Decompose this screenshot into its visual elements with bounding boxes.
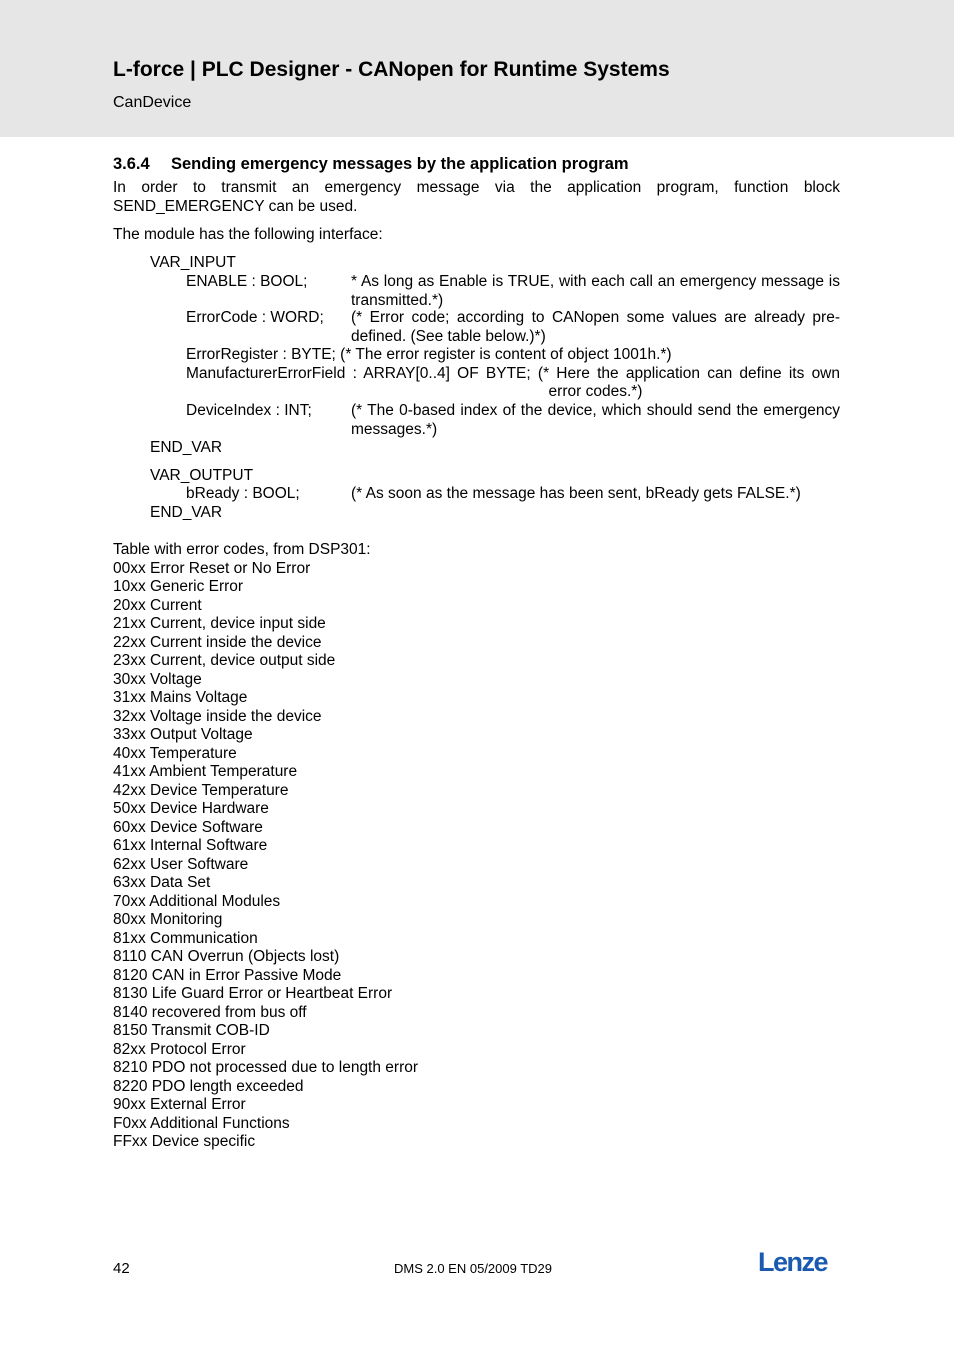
error-code-row: 60xx Device Software bbox=[113, 818, 263, 836]
error-code-row: 42xx Device Temperature bbox=[113, 781, 289, 799]
error-code-row: 10xx Generic Error bbox=[113, 578, 244, 595]
manufacturer-errorfield-line: ManufacturerErrorField : ARRAY[0..4] OF BYTE; (* Here the application can define its own bbox=[186, 365, 840, 382]
error-code-row: F0xx Additional Functions bbox=[113, 1114, 290, 1132]
error-code-row: 21xx Current, device input side bbox=[113, 615, 326, 632]
enable-declaration: ENABLE : BOOL; bbox=[186, 273, 308, 290]
error-code-row: 22xx Current inside the device bbox=[113, 633, 322, 651]
document-title: L-force | PLC Designer - CANopen for Runtime Systems bbox=[113, 58, 670, 81]
errorcode-declaration: ErrorCode : WORD; bbox=[186, 309, 324, 326]
interface-intro: The module has the following interface: bbox=[113, 226, 383, 243]
error-code-row: 8220 PDO length exceeded bbox=[113, 1077, 304, 1095]
document-subtitle: CanDevice bbox=[113, 94, 192, 111]
error-code-row: 8150 Transmit COB-ID bbox=[113, 1022, 270, 1039]
page-number: 42 bbox=[113, 1260, 130, 1277]
section-number: 3.6.4 bbox=[113, 155, 150, 173]
error-code-row: 8210 PDO not processed due to length error bbox=[113, 1059, 419, 1076]
error-code-row: 8140 recovered from bus off bbox=[113, 1003, 307, 1021]
error-code-row: 8120 CAN in Error Passive Mode bbox=[113, 966, 342, 984]
deviceindex-declaration: DeviceIndex : INT; bbox=[186, 402, 312, 419]
error-code-row: 23xx Current, device output side bbox=[113, 652, 336, 669]
error-code-row: 8130 Life Guard Error or Heartbeat Error bbox=[113, 985, 393, 1002]
error-table-heading: Table with error codes, from DSP301: bbox=[113, 541, 371, 558]
error-code-row: 62xx User Software bbox=[113, 855, 249, 873]
error-code-row: 90xx External Error bbox=[113, 1096, 246, 1113]
error-code-row: 20xx Current bbox=[113, 596, 202, 614]
error-code-row: FFxx Device specific bbox=[113, 1133, 256, 1150]
var-input-keyword: VAR_INPUT bbox=[150, 254, 236, 271]
error-code-row: 33xx Output Voltage bbox=[113, 726, 253, 743]
section-heading bbox=[113, 155, 629, 174]
error-code-row: 32xx Voltage inside the device bbox=[113, 707, 322, 725]
error-code-row: 8110 CAN Overrun (Objects lost) bbox=[113, 948, 340, 965]
end-var-keyword: END_VAR bbox=[150, 439, 223, 456]
document-code: DMS 2.0 EN 05/2009 TD29 bbox=[394, 1261, 553, 1276]
error-code-table bbox=[113, 541, 418, 1152]
error-code-row: 40xx Temperature bbox=[113, 744, 237, 762]
bready-declaration: bReady : BOOL; bbox=[186, 485, 300, 502]
intro-paragraph: In order to transmit an emergency message via the application program, function block SEND_EMERGENCY can be used. bbox=[113, 179, 840, 215]
error-code-row: 82xx Protocol Error bbox=[113, 1040, 246, 1058]
var-output-keyword: VAR_OUTPUT bbox=[150, 467, 254, 484]
section-title: Sending emergency messages by the application program bbox=[171, 155, 629, 173]
errorregister-line: ErrorRegister : BYTE; (* The error register is content of object 1001h.*) bbox=[186, 346, 672, 363]
error-code-row: 31xx Mains Voltage bbox=[113, 689, 248, 706]
manufacturer-errorfield-continuation: error codes.*) bbox=[548, 383, 643, 400]
enable-description: * As long as Enable is TRUE, with each call an emergency message is transmitted.*) bbox=[351, 273, 840, 309]
errorcode-description: (* Error code; according to CANopen some values are already pre-defined. (See table below.)*) bbox=[351, 309, 840, 345]
end-var-keyword-output: END_VAR bbox=[150, 504, 223, 521]
error-code-row: 80xx Monitoring bbox=[113, 911, 223, 928]
deviceindex-description: (* The 0-based index of the device, which should send the emergency messages.*) bbox=[351, 402, 840, 438]
bready-description: (* As soon as the message has been sent, bReady gets FALSE.*) bbox=[351, 485, 801, 502]
lenze-logo: Lenze bbox=[758, 1247, 828, 1277]
error-code-row: 00xx Error Reset or No Error bbox=[113, 559, 311, 577]
error-code-row: 70xx Additional Modules bbox=[113, 892, 281, 910]
error-code-row: 41xx Ambient Temperature bbox=[113, 763, 298, 780]
error-code-row: 50xx Device Hardware bbox=[113, 800, 269, 817]
error-code-row: 61xx Internal Software bbox=[113, 837, 268, 854]
error-code-row: 81xx Communication bbox=[113, 929, 258, 947]
error-code-row: 30xx Voltage bbox=[113, 670, 202, 688]
error-code-row: 63xx Data Set bbox=[113, 874, 211, 891]
